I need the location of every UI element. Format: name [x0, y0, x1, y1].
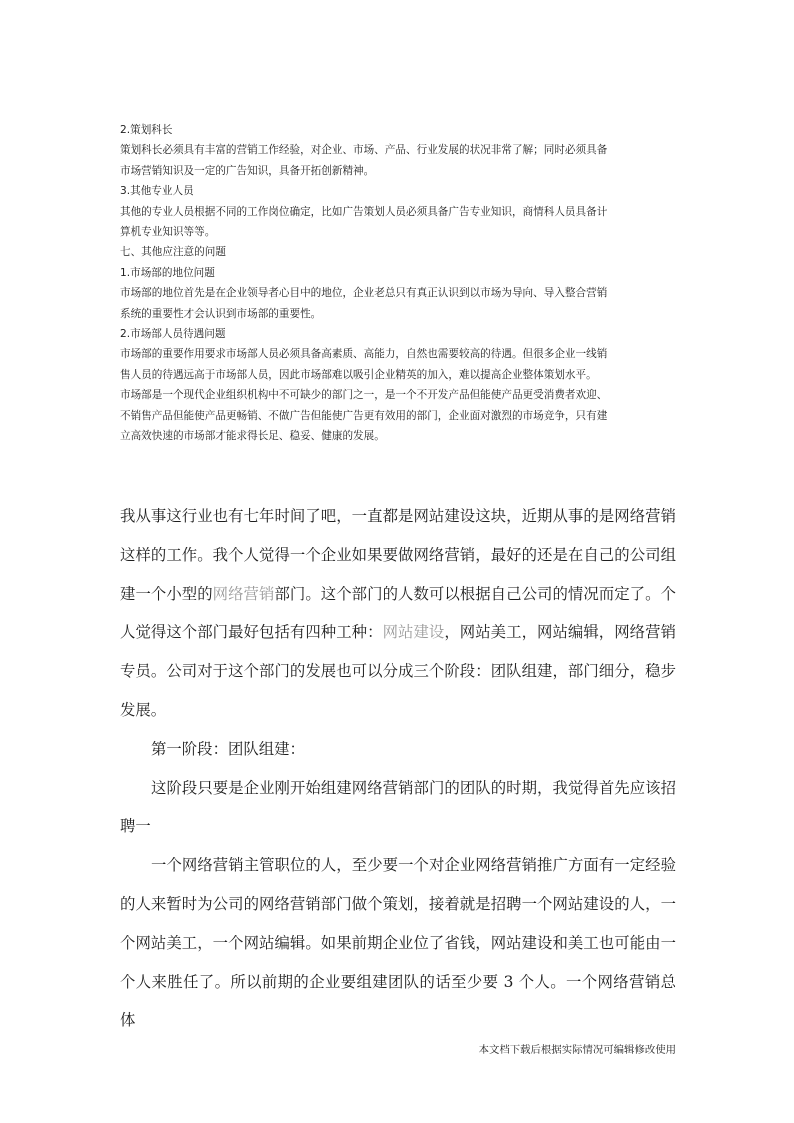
network-marketing-link[interactable]: 网络营销: [212, 584, 275, 603]
conclusion-text-line: 不销售产品但能使产品更畅销、不做广告但能使广告更有效用的部门，企业面对激烈的市场竞争，只有建: [120, 409, 608, 422]
stage-one-paragraph: 这阶段只要是企业刚开始组建网络营销部门的团队的时期，我觉得首先应该招聘一: [120, 778, 676, 836]
stage-one-heading: 第一阶段：团队组建：: [151, 739, 305, 758]
status-issue-text-line: 系统的重要性才会认识到市场部的重要性。: [120, 307, 322, 320]
treatment-issue-heading: 2.市场部人员待遇问题: [120, 328, 226, 341]
intro-paragraph: [120, 497, 676, 730]
strategy-chief-text-line: 策划科长必须具有丰富的营销工作经验，对企业、市场、产品、行业发展的状况非常了解；同时必须具备: [120, 144, 608, 157]
intro-text: 我从事这行业也有七年时间了吧，一直都是网站建设这块，近期从事的是网络营销这样的工作。我个人觉得一个企业如果要做网络营销，最好的还是在自己的公司组建一个小型的: [120, 507, 676, 603]
treatment-issue-text-line: 售人员的待遇远高于市场部人员，因此市场部难以吸引企业精英的加入，难以提高企业整体策划水平。: [120, 368, 597, 381]
conclusion-text-line: 立高效快速的市场部才能求得长足、稳妥、健康的发展。: [120, 430, 385, 443]
website-building-link[interactable]: 网站建设: [382, 623, 445, 642]
status-issue-heading: 1.市场部的地位问题: [120, 266, 215, 279]
other-staff-heading: 3.其他专业人员: [120, 185, 194, 198]
treatment-issue-text-line: 市场部的重要作用要求市场部人员必须具备高素质、高能力，自然也需要较高的待遇。但很多企业一线销: [120, 348, 608, 361]
intro-text: ，网站美工，网站编辑，网络营销专员。公司对于这个部门的发展也可以分成三个阶段：团队组建，部门细分，稳步发展。: [120, 623, 676, 719]
other-staff-text-line: 算机专业知识等等。: [120, 226, 216, 239]
footer-note: 本文档下载后根据实际情况可编辑修改使用: [478, 1044, 676, 1056]
market-department-section: [120, 120, 680, 447]
strategy-chief-heading: 2.策划科长: [120, 124, 173, 136]
conclusion-text-line: 市场部是一个现代企业组织机构中不可缺少的部门之一，是一个不开发产品但能使产品更受消费者欢迎、: [120, 389, 608, 402]
other-staff-text-line: 其他的专业人员根据不同的工作岗位确定，比如广告策划人员必须具备广告专业知识，商情科人员具备计: [120, 205, 608, 218]
section-seven-heading: 七、其他应注意的问题: [120, 246, 226, 259]
status-issue-text-line: 市场部的地位首先是在企业领导者心目中的地位，企业老总只有真正认识到以市场为导向、导入整合营销: [120, 287, 608, 300]
strategy-chief-text-line: 市场营销知识及一定的广告知识，具备开拓创新精神。: [120, 164, 375, 177]
hiring-paragraph: 一个网络营销主管职位的人，至少要一个对企业网络营销推广方面有一定经验的人来暂时为公司的网络营销部门做个策划，接着就是招聘一个网站建设的人，一个网站美工，一个网站编辑。如果前期企业位了省钱，网站建设和美工也可能由一个人来胜任了。所以前期的企业要组建团队的话至少要 3 个人。一个网络营销总体: [120, 856, 676, 1030]
intro-text: 部门。这个部门的人数可以根据自己公司的情况而定了。个人觉得这个部门最好包括有四种工种：: [120, 584, 676, 642]
network-marketing-article: [120, 497, 676, 1040]
